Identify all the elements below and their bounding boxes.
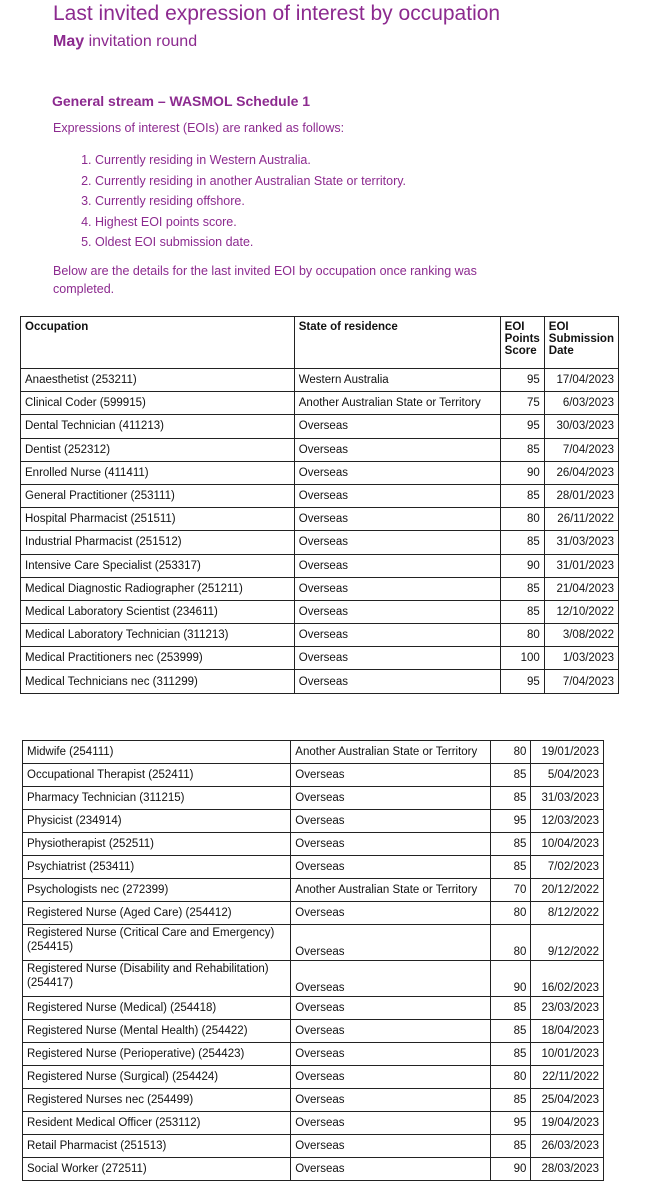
cell-occupation: Dental Technician (411213): [21, 415, 295, 438]
cell-date: 26/04/2023: [544, 461, 618, 484]
table-row: [21, 531, 619, 554]
table-row: [21, 670, 619, 693]
cell-occupation: Enrolled Nurse (411411): [21, 461, 295, 484]
cell-date: 31/03/2023: [544, 531, 618, 554]
cell-points: 85: [491, 856, 531, 879]
cell-state: Overseas: [294, 508, 500, 531]
cell-points: 80: [491, 925, 531, 961]
cell-occupation: Resident Medical Officer (253112): [23, 1112, 291, 1135]
ranking-item: 4. Highest EOI points score.: [95, 212, 406, 233]
cell-state: Another Australian State or Territory: [291, 879, 491, 902]
table-row: [23, 961, 604, 997]
cell-points: 80: [491, 1066, 531, 1089]
cell-points: 90: [491, 961, 531, 997]
cell-points: 75: [500, 392, 544, 415]
cell-state: Overseas: [291, 787, 491, 810]
cell-date: 31/03/2023: [531, 787, 604, 810]
header-points: [500, 317, 544, 369]
cell-state: Overseas: [291, 1020, 491, 1043]
cell-state: Overseas: [291, 810, 491, 833]
cell-date: 10/01/2023: [531, 1043, 604, 1066]
table-row: [21, 369, 619, 392]
cell-state: Overseas: [294, 647, 500, 670]
cell-occupation: Midwife (254111): [23, 741, 291, 764]
table-row: [23, 741, 604, 764]
cell-occupation: Registered Nurse (Disability and Rehabilitation) (254417): [23, 961, 291, 997]
table-intro: Below are the details for the last invited EOI by occupation once ranking was completed.: [53, 264, 477, 296]
cell-date: 19/01/2023: [531, 741, 604, 764]
table-row: [23, 787, 604, 810]
cell-occupation: Medical Laboratory Technician (311213): [21, 624, 295, 647]
cell-points: 85: [491, 833, 531, 856]
cell-points: 90: [491, 1158, 531, 1181]
table-row: [23, 810, 604, 833]
cell-date: 1/03/2023: [544, 647, 618, 670]
cell-occupation: Registered Nurse (Medical) (254418): [23, 997, 291, 1020]
cell-occupation: Clinical Coder (599915): [21, 392, 295, 415]
cell-state: Overseas: [291, 1112, 491, 1135]
cell-date: 12/10/2022: [544, 600, 618, 623]
cell-occupation: Pharmacy Technician (311215): [23, 787, 291, 810]
header-points-l2: Points: [504, 333, 540, 345]
cell-date: 6/03/2023: [544, 392, 618, 415]
cell-date: 28/03/2023: [531, 1158, 604, 1181]
cell-state: Overseas: [291, 1089, 491, 1112]
cell-date: 7/02/2023: [531, 856, 604, 879]
page-subtitle: [53, 33, 197, 51]
cell-occupation: Medical Diagnostic Radiographer (251211): [21, 577, 295, 600]
cell-state: Overseas: [291, 856, 491, 879]
cell-state: Overseas: [291, 1066, 491, 1089]
cell-occupation: Medical Practitioners nec (253999): [21, 647, 295, 670]
table-row: [23, 879, 604, 902]
cell-state: Overseas: [291, 833, 491, 856]
section-heading: General stream – WASMOL Schedule 1: [52, 93, 311, 109]
table-row: [23, 997, 604, 1020]
table-row: [21, 647, 619, 670]
cell-state: Overseas: [291, 925, 491, 961]
cell-state: Overseas: [294, 415, 500, 438]
cell-date: 7/04/2023: [544, 670, 618, 693]
table-row: [21, 392, 619, 415]
cell-state: Overseas: [291, 1135, 491, 1158]
table-row: [21, 508, 619, 531]
cell-date: 5/04/2023: [531, 764, 604, 787]
cell-occupation: Intensive Care Specialist (253317): [21, 554, 295, 577]
cell-occupation: Occupational Therapist (252411): [23, 764, 291, 787]
header-points-l3: Score: [504, 345, 537, 357]
header-date-l3: Date: [548, 345, 574, 357]
table-row: [23, 925, 604, 961]
cell-state: Overseas: [291, 764, 491, 787]
ranking-intro: Expressions of interest (EOIs) are ranked as follows:: [53, 121, 345, 135]
cell-points: 90: [500, 461, 544, 484]
cell-points: 95: [500, 369, 544, 392]
header-date: [544, 317, 618, 369]
cell-points: 80: [491, 741, 531, 764]
cell-state: Overseas: [294, 624, 500, 647]
cell-state: Another Australian State or Territory: [291, 741, 491, 764]
cell-points: 85: [491, 787, 531, 810]
table-row: [23, 902, 604, 925]
cell-points: 85: [491, 1089, 531, 1112]
ranking-item: 2. Currently residing in another Australian State or territory.: [95, 171, 406, 192]
cell-date: 22/11/2022: [531, 1066, 604, 1089]
cell-points: 90: [500, 554, 544, 577]
table-row: [23, 1158, 604, 1181]
round-month: May: [53, 33, 85, 50]
cell-points: 95: [500, 670, 544, 693]
cell-state: Another Australian State or Territory: [294, 392, 500, 415]
cell-occupation: Registered Nurse (Critical Care and Emergency) (254415): [23, 925, 291, 961]
occupation-table-part2: [22, 740, 604, 1181]
cell-points: 85: [500, 484, 544, 507]
cell-date: 10/04/2023: [531, 833, 604, 856]
header-points-l1: EOI: [504, 321, 525, 333]
cell-state: Western Australia: [294, 369, 500, 392]
cell-occupation: Industrial Pharmacist (251512): [21, 531, 295, 554]
cell-occupation: Registered Nurses nec (254499): [23, 1089, 291, 1112]
cell-state: Overseas: [291, 1043, 491, 1066]
cell-points: 85: [500, 531, 544, 554]
cell-state: Overseas: [291, 1158, 491, 1181]
cell-points: 85: [500, 577, 544, 600]
cell-points: 85: [500, 438, 544, 461]
cell-points: 85: [491, 1043, 531, 1066]
cell-date: 18/04/2023: [531, 1020, 604, 1043]
page-title: Last invited expression of interest by occupation: [53, 2, 501, 25]
cell-date: 25/04/2023: [531, 1089, 604, 1112]
cell-occupation: General Practitioner (253111): [21, 484, 295, 507]
cell-points: 85: [491, 1020, 531, 1043]
ranking-item: 5. Oldest EOI submission date.: [95, 232, 406, 253]
cell-occupation: Psychologists nec (272399): [23, 879, 291, 902]
cell-date: 19/04/2023: [531, 1112, 604, 1135]
cell-occupation: Physicist (234914): [23, 810, 291, 833]
ranking-list: [55, 150, 406, 253]
cell-occupation: Dentist (252312): [21, 438, 295, 461]
table-row: [23, 856, 604, 879]
cell-points: 95: [491, 1112, 531, 1135]
cell-points: 85: [491, 764, 531, 787]
table-row: [21, 438, 619, 461]
cell-occupation: Social Worker (272511): [23, 1158, 291, 1181]
cell-date: 30/03/2023: [544, 415, 618, 438]
table-row: [23, 1135, 604, 1158]
table-row: [23, 1066, 604, 1089]
cell-occupation: Anaesthetist (253211): [21, 369, 295, 392]
table-row: [21, 600, 619, 623]
ranking-item: 1. Currently residing in Western Australia.: [95, 150, 406, 171]
header-occupation: Occupation: [21, 317, 295, 369]
cell-points: 70: [491, 879, 531, 902]
cell-state: Overseas: [294, 438, 500, 461]
round-label: invitation round: [84, 33, 198, 50]
cell-state: Overseas: [294, 670, 500, 693]
cell-points: 85: [491, 997, 531, 1020]
cell-points: 100: [500, 647, 544, 670]
cell-occupation: Hospital Pharmacist (251511): [21, 508, 295, 531]
ranking-item: 3. Currently residing offshore.: [95, 191, 406, 212]
cell-state: Overseas: [294, 531, 500, 554]
table-row: [23, 764, 604, 787]
cell-state: Overseas: [294, 600, 500, 623]
table-row: [21, 624, 619, 647]
cell-date: 26/03/2023: [531, 1135, 604, 1158]
cell-points: 95: [500, 415, 544, 438]
cell-date: 3/08/2022: [544, 624, 618, 647]
cell-points: 85: [491, 1135, 531, 1158]
cell-date: 9/12/2022: [531, 925, 604, 961]
cell-state: Overseas: [294, 484, 500, 507]
table-row: [21, 554, 619, 577]
cell-date: 21/04/2023: [544, 577, 618, 600]
cell-points: 95: [491, 810, 531, 833]
table-row: [23, 1043, 604, 1066]
occupation-table-part1: [20, 316, 619, 694]
cell-points: 80: [500, 624, 544, 647]
cell-state: Overseas: [294, 577, 500, 600]
cell-points: 80: [500, 508, 544, 531]
cell-date: 31/01/2023: [544, 554, 618, 577]
header-state: State of residence: [294, 317, 500, 369]
table-row: [21, 461, 619, 484]
header-date-l2: Submission: [548, 333, 614, 345]
table-header-row: [21, 317, 619, 369]
cell-occupation: Registered Nurse (Perioperative) (254423): [23, 1043, 291, 1066]
cell-date: 28/01/2023: [544, 484, 618, 507]
table-row: [23, 833, 604, 856]
cell-state: Overseas: [294, 461, 500, 484]
cell-occupation: Registered Nurse (Surgical) (254424): [23, 1066, 291, 1089]
cell-occupation: Registered Nurse (Mental Health) (254422): [23, 1020, 291, 1043]
cell-occupation: Medical Technicians nec (311299): [21, 670, 295, 693]
cell-occupation: Retail Pharmacist (251513): [23, 1135, 291, 1158]
cell-state: Overseas: [294, 554, 500, 577]
cell-date: 17/04/2023: [544, 369, 618, 392]
cell-date: 7/04/2023: [544, 438, 618, 461]
cell-state: Overseas: [291, 997, 491, 1020]
cell-state: Overseas: [291, 902, 491, 925]
cell-points: 85: [500, 600, 544, 623]
cell-date: 16/02/2023: [531, 961, 604, 997]
cell-state: Overseas: [291, 961, 491, 997]
table-row: [21, 484, 619, 507]
cell-occupation: Registered Nurse (Aged Care) (254412): [23, 902, 291, 925]
cell-date: 26/11/2022: [544, 508, 618, 531]
cell-occupation: Psychiatrist (253411): [23, 856, 291, 879]
table-row: [21, 415, 619, 438]
header-date-l1: EOI: [548, 321, 569, 333]
cell-date: 8/12/2022: [531, 902, 604, 925]
table-row: [23, 1112, 604, 1135]
cell-date: 20/12/2022: [531, 879, 604, 902]
cell-points: 80: [491, 902, 531, 925]
cell-occupation: Physiotherapist (252511): [23, 833, 291, 856]
cell-occupation: Medical Laboratory Scientist (234611): [21, 600, 295, 623]
table-row: [23, 1020, 604, 1043]
cell-date: 12/03/2023: [531, 810, 604, 833]
cell-date: 23/03/2023: [531, 997, 604, 1020]
table-row: [21, 577, 619, 600]
table-row: [23, 1089, 604, 1112]
